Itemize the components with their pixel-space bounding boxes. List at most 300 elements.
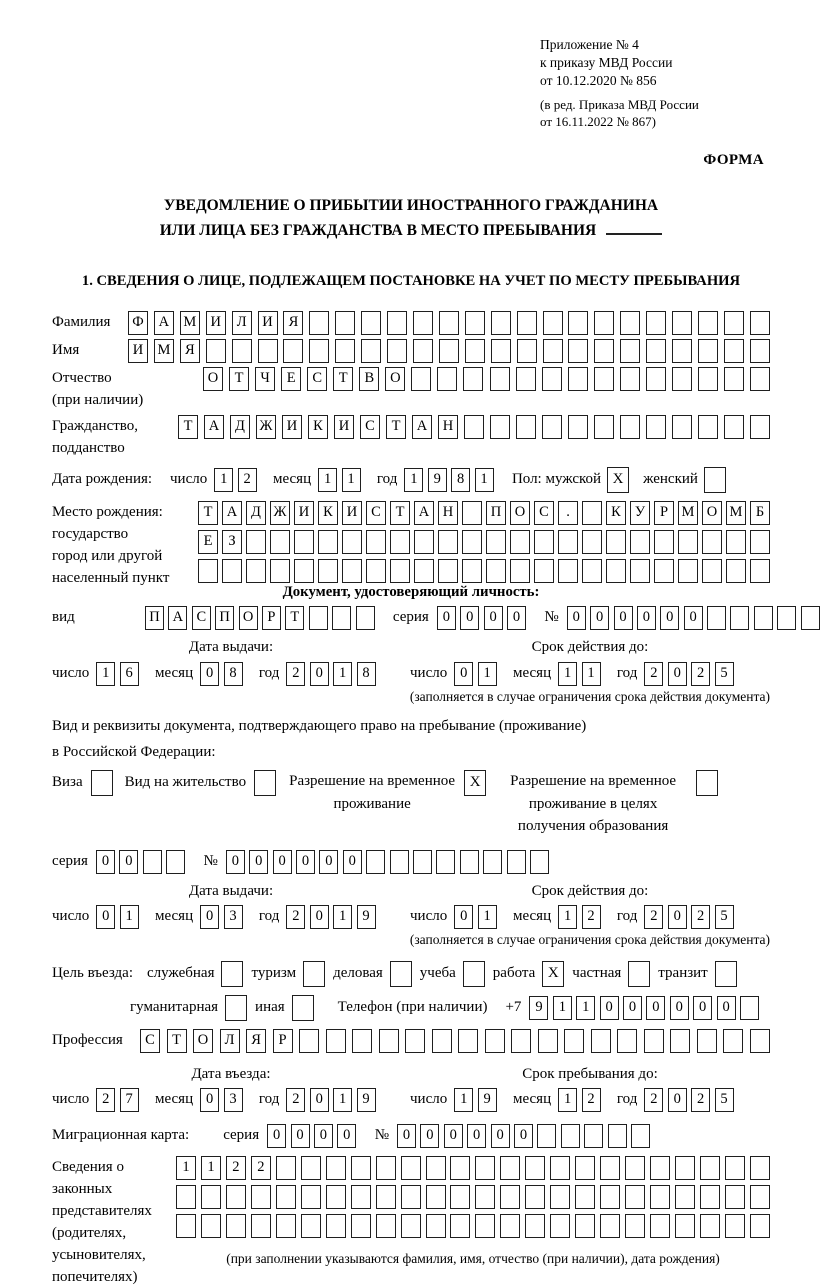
char-cell[interactable] — [594, 367, 614, 391]
char-cell[interactable]: 2 — [286, 662, 305, 686]
char-cell[interactable]: П — [145, 606, 164, 630]
residence-permit-checkbox[interactable] — [254, 770, 276, 796]
char-cell[interactable]: 9 — [428, 468, 447, 492]
char-cell[interactable] — [326, 1185, 346, 1209]
char-cell[interactable] — [654, 530, 674, 554]
char-cell[interactable]: Я — [246, 1029, 266, 1053]
char-cell[interactable] — [475, 1185, 495, 1209]
char-cell[interactable]: 0 — [491, 1124, 510, 1148]
char-cell[interactable] — [525, 1214, 545, 1238]
char-cell[interactable] — [550, 1185, 570, 1209]
char-cell[interactable]: П — [486, 501, 506, 525]
char-cell[interactable] — [376, 1185, 396, 1209]
char-cell[interactable] — [646, 415, 666, 439]
char-cell[interactable]: С — [366, 501, 386, 525]
char-cell[interactable]: С — [192, 606, 211, 630]
char-cell[interactable]: 8 — [451, 468, 470, 492]
char-cell[interactable]: 6 — [120, 662, 139, 686]
char-cell[interactable] — [542, 367, 562, 391]
char-cell[interactable] — [620, 311, 640, 335]
char-cell[interactable]: 1 — [558, 1088, 577, 1112]
char-cell[interactable]: 2 — [96, 1088, 115, 1112]
char-cell[interactable]: 1 — [558, 905, 577, 929]
char-cell[interactable]: 1 — [558, 662, 577, 686]
char-cell[interactable]: 3 — [224, 905, 243, 929]
char-cell[interactable] — [270, 530, 290, 554]
char-cell[interactable]: 2 — [582, 905, 601, 929]
char-cell[interactable] — [500, 1214, 520, 1238]
char-cell[interactable] — [432, 1029, 452, 1053]
char-cell[interactable] — [318, 559, 338, 583]
char-cell[interactable] — [575, 1185, 595, 1209]
char-cell[interactable] — [366, 850, 385, 874]
char-cell[interactable] — [582, 501, 602, 525]
char-cell[interactable] — [591, 1029, 611, 1053]
char-cell[interactable] — [672, 367, 692, 391]
char-cell[interactable] — [543, 339, 563, 363]
char-cell[interactable]: И — [334, 415, 354, 439]
char-cell[interactable]: 0 — [296, 850, 315, 874]
char-cell[interactable] — [176, 1185, 196, 1209]
char-cell[interactable] — [276, 1156, 296, 1180]
char-cell[interactable] — [516, 367, 536, 391]
char-cell[interactable] — [678, 530, 698, 554]
char-cell[interactable]: 3 — [224, 1088, 243, 1112]
char-cell[interactable]: 0 — [717, 996, 736, 1020]
char-cell[interactable]: З — [222, 530, 242, 554]
char-cell[interactable] — [405, 1029, 425, 1053]
char-cell[interactable] — [335, 339, 355, 363]
char-cell[interactable]: Т — [390, 501, 410, 525]
char-cell[interactable] — [301, 1185, 321, 1209]
char-cell[interactable] — [700, 1185, 720, 1209]
char-cell[interactable]: 0 — [467, 1124, 486, 1148]
char-cell[interactable] — [530, 850, 549, 874]
char-cell[interactable] — [542, 415, 562, 439]
char-cell[interactable] — [309, 606, 328, 630]
char-cell[interactable] — [575, 1214, 595, 1238]
char-cell[interactable]: Т — [333, 367, 353, 391]
char-cell[interactable] — [483, 850, 502, 874]
char-cell[interactable] — [258, 339, 278, 363]
char-cell[interactable]: 0 — [96, 905, 115, 929]
char-cell[interactable]: Ж — [256, 415, 276, 439]
char-cell[interactable]: Н — [438, 415, 458, 439]
char-cell[interactable] — [450, 1156, 470, 1180]
char-cell[interactable]: Д — [246, 501, 266, 525]
char-cell[interactable] — [702, 559, 722, 583]
char-cell[interactable] — [801, 606, 820, 630]
char-cell[interactable] — [675, 1214, 695, 1238]
char-cell[interactable]: 5 — [715, 1088, 734, 1112]
char-cell[interactable]: 0 — [200, 905, 219, 929]
char-cell[interactable]: 8 — [224, 662, 243, 686]
char-cell[interactable]: 0 — [343, 850, 362, 874]
char-cell[interactable] — [550, 1214, 570, 1238]
char-cell[interactable]: Ж — [270, 501, 290, 525]
char-cell[interactable]: О — [385, 367, 405, 391]
char-cell[interactable] — [525, 1156, 545, 1180]
char-cell[interactable]: А — [168, 606, 187, 630]
char-cell[interactable]: Т — [167, 1029, 187, 1053]
char-cell[interactable] — [725, 1156, 745, 1180]
char-cell[interactable] — [201, 1214, 221, 1238]
char-cell[interactable]: 0 — [267, 1124, 286, 1148]
char-cell[interactable]: Л — [220, 1029, 240, 1053]
char-cell[interactable] — [376, 1156, 396, 1180]
char-cell[interactable]: Т — [386, 415, 406, 439]
char-cell[interactable] — [698, 311, 718, 335]
char-cell[interactable] — [525, 1185, 545, 1209]
char-cell[interactable]: М — [180, 311, 200, 335]
char-cell[interactable] — [650, 1156, 670, 1180]
char-cell[interactable]: 0 — [693, 996, 712, 1020]
char-cell[interactable] — [606, 530, 626, 554]
char-cell[interactable] — [558, 530, 578, 554]
char-cell[interactable] — [464, 415, 484, 439]
char-cell[interactable] — [620, 367, 640, 391]
char-cell[interactable]: 2 — [691, 1088, 710, 1112]
char-cell[interactable] — [475, 1214, 495, 1238]
char-cell[interactable] — [558, 559, 578, 583]
char-cell[interactable] — [166, 850, 185, 874]
char-cell[interactable] — [724, 415, 744, 439]
char-cell[interactable]: 0 — [273, 850, 292, 874]
char-cell[interactable]: К — [308, 415, 328, 439]
char-cell[interactable]: 0 — [670, 996, 689, 1020]
char-cell[interactable]: 2 — [691, 905, 710, 929]
char-cell[interactable] — [568, 339, 588, 363]
char-cell[interactable]: 0 — [200, 662, 219, 686]
char-cell[interactable]: 0 — [249, 850, 268, 874]
char-cell[interactable]: 0 — [337, 1124, 356, 1148]
char-cell[interactable] — [777, 606, 796, 630]
char-cell[interactable]: В — [359, 367, 379, 391]
char-cell[interactable] — [176, 1214, 196, 1238]
char-cell[interactable]: 2 — [582, 1088, 601, 1112]
char-cell[interactable] — [620, 415, 640, 439]
char-cell[interactable] — [568, 311, 588, 335]
char-cell[interactable] — [500, 1185, 520, 1209]
char-cell[interactable] — [534, 559, 554, 583]
char-cell[interactable]: 1 — [333, 1088, 352, 1112]
char-cell[interactable] — [675, 1156, 695, 1180]
char-cell[interactable]: 0 — [444, 1124, 463, 1148]
char-cell[interactable]: 2 — [286, 905, 305, 929]
char-cell[interactable] — [654, 559, 674, 583]
char-cell[interactable]: И — [342, 501, 362, 525]
char-cell[interactable]: 9 — [529, 996, 548, 1020]
char-cell[interactable]: Р — [273, 1029, 293, 1053]
char-cell[interactable]: Е — [198, 530, 218, 554]
char-cell[interactable] — [270, 559, 290, 583]
char-cell[interactable]: М — [678, 501, 698, 525]
char-cell[interactable] — [707, 606, 726, 630]
char-cell[interactable] — [232, 339, 252, 363]
char-cell[interactable]: 1 — [475, 468, 494, 492]
char-cell[interactable] — [376, 1214, 396, 1238]
char-cell[interactable]: 0 — [623, 996, 642, 1020]
char-cell[interactable] — [600, 1156, 620, 1180]
char-cell[interactable] — [617, 1029, 637, 1053]
char-cell[interactable] — [750, 415, 770, 439]
char-cell[interactable] — [326, 1029, 346, 1053]
char-cell[interactable] — [332, 606, 351, 630]
char-cell[interactable]: 1 — [201, 1156, 221, 1180]
char-cell[interactable]: 0 — [291, 1124, 310, 1148]
char-cell[interactable] — [401, 1156, 421, 1180]
char-cell[interactable] — [606, 559, 626, 583]
char-cell[interactable]: 2 — [286, 1088, 305, 1112]
purpose-option-checkbox[interactable] — [221, 961, 243, 987]
char-cell[interactable]: 0 — [484, 606, 503, 630]
char-cell[interactable]: 0 — [646, 996, 665, 1020]
char-cell[interactable]: Н — [438, 501, 458, 525]
char-cell[interactable] — [366, 530, 386, 554]
char-cell[interactable] — [582, 559, 602, 583]
char-cell[interactable]: 0 — [119, 850, 138, 874]
sex-male-checkbox[interactable]: X — [607, 467, 629, 493]
char-cell[interactable]: . — [558, 501, 578, 525]
char-cell[interactable]: О — [510, 501, 530, 525]
char-cell[interactable]: И — [206, 311, 226, 335]
char-cell[interactable] — [625, 1156, 645, 1180]
char-cell[interactable]: 0 — [200, 1088, 219, 1112]
char-cell[interactable] — [490, 415, 510, 439]
char-cell[interactable] — [740, 996, 759, 1020]
char-cell[interactable]: И — [258, 311, 278, 335]
char-cell[interactable] — [276, 1214, 296, 1238]
char-cell[interactable] — [283, 339, 303, 363]
char-cell[interactable] — [294, 559, 314, 583]
char-cell[interactable] — [750, 367, 770, 391]
char-cell[interactable]: 1 — [333, 905, 352, 929]
temp-permit-checkbox[interactable]: X — [464, 770, 486, 796]
char-cell[interactable] — [309, 311, 329, 335]
char-cell[interactable] — [600, 1214, 620, 1238]
char-cell[interactable]: 1 — [582, 662, 601, 686]
char-cell[interactable] — [672, 415, 692, 439]
char-cell[interactable]: 1 — [96, 662, 115, 686]
char-cell[interactable]: 1 — [404, 468, 423, 492]
char-cell[interactable]: 0 — [668, 662, 687, 686]
char-cell[interactable] — [361, 339, 381, 363]
char-cell[interactable]: 1 — [342, 468, 361, 492]
char-cell[interactable]: А — [412, 415, 432, 439]
purpose-option-checkbox[interactable] — [292, 995, 314, 1021]
char-cell[interactable]: 7 — [120, 1088, 139, 1112]
char-cell[interactable]: А — [154, 311, 174, 335]
char-cell[interactable]: 0 — [454, 905, 473, 929]
char-cell[interactable] — [458, 1029, 478, 1053]
char-cell[interactable] — [437, 367, 457, 391]
purpose-option-checkbox[interactable] — [463, 961, 485, 987]
char-cell[interactable]: 1 — [214, 468, 233, 492]
char-cell[interactable] — [401, 1214, 421, 1238]
char-cell[interactable] — [517, 339, 537, 363]
char-cell[interactable] — [723, 1029, 743, 1053]
char-cell[interactable]: 0 — [460, 606, 479, 630]
char-cell[interactable] — [379, 1029, 399, 1053]
char-cell[interactable] — [276, 1185, 296, 1209]
char-cell[interactable] — [201, 1185, 221, 1209]
char-cell[interactable] — [625, 1185, 645, 1209]
char-cell[interactable]: 1 — [333, 662, 352, 686]
purpose-option-checkbox[interactable] — [715, 961, 737, 987]
char-cell[interactable]: Е — [281, 367, 301, 391]
char-cell[interactable]: О — [239, 606, 258, 630]
char-cell[interactable] — [356, 606, 375, 630]
char-cell[interactable] — [439, 311, 459, 335]
char-cell[interactable]: 1 — [176, 1156, 196, 1180]
char-cell[interactable]: 0 — [420, 1124, 439, 1148]
char-cell[interactable] — [568, 367, 588, 391]
char-cell[interactable]: 0 — [637, 606, 656, 630]
char-cell[interactable]: 2 — [644, 662, 663, 686]
char-cell[interactable] — [436, 850, 455, 874]
char-cell[interactable] — [491, 311, 511, 335]
char-cell[interactable] — [594, 415, 614, 439]
char-cell[interactable] — [625, 1214, 645, 1238]
char-cell[interactable] — [750, 1156, 770, 1180]
char-cell[interactable] — [750, 311, 770, 335]
char-cell[interactable] — [486, 559, 506, 583]
char-cell[interactable]: Б — [750, 501, 770, 525]
char-cell[interactable]: 0 — [590, 606, 609, 630]
char-cell[interactable] — [413, 850, 432, 874]
char-cell[interactable] — [426, 1156, 446, 1180]
char-cell[interactable]: 0 — [437, 606, 456, 630]
char-cell[interactable] — [301, 1214, 321, 1238]
char-cell[interactable]: С — [307, 367, 327, 391]
char-cell[interactable] — [143, 850, 162, 874]
char-cell[interactable] — [326, 1214, 346, 1238]
char-cell[interactable] — [318, 530, 338, 554]
char-cell[interactable] — [510, 530, 530, 554]
char-cell[interactable]: 0 — [319, 850, 338, 874]
char-cell[interactable] — [361, 311, 381, 335]
purpose-option-checkbox[interactable] — [390, 961, 412, 987]
char-cell[interactable] — [465, 311, 485, 335]
char-cell[interactable]: К — [318, 501, 338, 525]
char-cell[interactable]: 9 — [357, 905, 376, 929]
char-cell[interactable] — [670, 1029, 690, 1053]
char-cell[interactable] — [516, 415, 536, 439]
char-cell[interactable] — [438, 530, 458, 554]
char-cell[interactable] — [490, 367, 510, 391]
char-cell[interactable] — [387, 339, 407, 363]
char-cell[interactable] — [198, 559, 218, 583]
char-cell[interactable]: 5 — [715, 905, 734, 929]
char-cell[interactable] — [675, 1185, 695, 1209]
char-cell[interactable]: Р — [654, 501, 674, 525]
char-cell[interactable] — [485, 1029, 505, 1053]
char-cell[interactable] — [390, 559, 410, 583]
char-cell[interactable]: 1 — [478, 662, 497, 686]
char-cell[interactable]: М — [154, 339, 174, 363]
char-cell[interactable]: 0 — [514, 1124, 533, 1148]
char-cell[interactable] — [251, 1185, 271, 1209]
char-cell[interactable] — [730, 606, 749, 630]
char-cell[interactable]: 1 — [576, 996, 595, 1020]
char-cell[interactable]: 2 — [238, 468, 257, 492]
char-cell[interactable]: 0 — [310, 662, 329, 686]
char-cell[interactable] — [584, 1124, 603, 1148]
char-cell[interactable]: 0 — [507, 606, 526, 630]
char-cell[interactable] — [538, 1029, 558, 1053]
char-cell[interactable] — [439, 339, 459, 363]
char-cell[interactable]: 0 — [310, 1088, 329, 1112]
char-cell[interactable] — [698, 367, 718, 391]
char-cell[interactable]: 2 — [644, 905, 663, 929]
char-cell[interactable] — [646, 311, 666, 335]
char-cell[interactable] — [646, 367, 666, 391]
char-cell[interactable] — [413, 339, 433, 363]
char-cell[interactable] — [698, 339, 718, 363]
char-cell[interactable]: 1 — [120, 905, 139, 929]
char-cell[interactable]: 2 — [644, 1088, 663, 1112]
char-cell[interactable] — [594, 339, 614, 363]
char-cell[interactable] — [750, 559, 770, 583]
char-cell[interactable] — [646, 339, 666, 363]
char-cell[interactable] — [463, 367, 483, 391]
char-cell[interactable] — [294, 530, 314, 554]
char-cell[interactable]: Ч — [255, 367, 275, 391]
char-cell[interactable] — [246, 530, 266, 554]
purpose-option-checkbox[interactable]: X — [542, 961, 564, 987]
char-cell[interactable] — [460, 850, 479, 874]
char-cell[interactable] — [206, 339, 226, 363]
char-cell[interactable] — [390, 530, 410, 554]
char-cell[interactable]: А — [222, 501, 242, 525]
char-cell[interactable]: Т — [285, 606, 304, 630]
char-cell[interactable] — [366, 559, 386, 583]
char-cell[interactable] — [462, 559, 482, 583]
char-cell[interactable] — [413, 311, 433, 335]
char-cell[interactable] — [630, 530, 650, 554]
char-cell[interactable] — [426, 1214, 446, 1238]
char-cell[interactable] — [465, 339, 485, 363]
char-cell[interactable] — [335, 311, 355, 335]
char-cell[interactable]: И — [294, 501, 314, 525]
char-cell[interactable] — [725, 1185, 745, 1209]
char-cell[interactable] — [725, 1214, 745, 1238]
char-cell[interactable]: М — [726, 501, 746, 525]
char-cell[interactable]: Р — [262, 606, 281, 630]
char-cell[interactable]: 0 — [314, 1124, 333, 1148]
char-cell[interactable] — [561, 1124, 580, 1148]
char-cell[interactable] — [351, 1214, 371, 1238]
char-cell[interactable]: 0 — [567, 606, 586, 630]
char-cell[interactable]: 5 — [715, 662, 734, 686]
char-cell[interactable]: 0 — [668, 905, 687, 929]
char-cell[interactable]: Т — [198, 501, 218, 525]
char-cell[interactable] — [600, 1185, 620, 1209]
sex-female-checkbox[interactable] — [704, 467, 726, 493]
char-cell[interactable] — [724, 339, 744, 363]
char-cell[interactable] — [475, 1156, 495, 1180]
char-cell[interactable]: Т — [229, 367, 249, 391]
char-cell[interactable] — [342, 530, 362, 554]
char-cell[interactable]: Я — [180, 339, 200, 363]
char-cell[interactable] — [511, 1029, 531, 1053]
char-cell[interactable]: Я — [283, 311, 303, 335]
purpose-option-checkbox[interactable] — [225, 995, 247, 1021]
char-cell[interactable]: 0 — [226, 850, 245, 874]
char-cell[interactable] — [750, 339, 770, 363]
char-cell[interactable] — [309, 339, 329, 363]
char-cell[interactable]: С — [140, 1029, 160, 1053]
